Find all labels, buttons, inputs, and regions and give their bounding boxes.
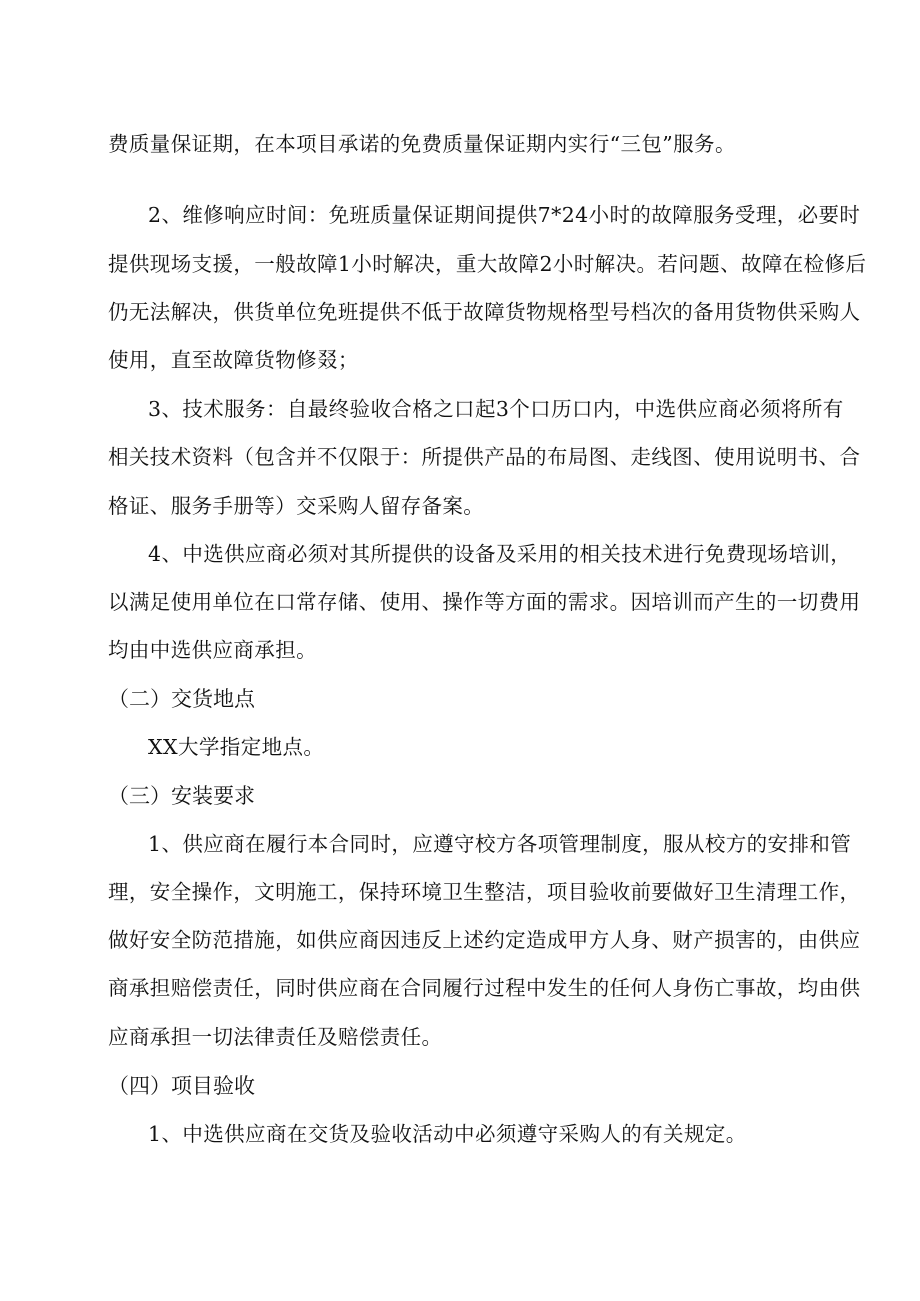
paragraph-line: 相关技术资料（包含并不仅限于：所提供产品的布局图、走线图、使用说明书、合 xyxy=(108,445,861,469)
paragraph-line: 1、供应商在履行本合同时，应遵守校方各项管理制度，服从校方的安排和管 xyxy=(148,832,852,856)
paragraph-line: 商承担赔偿责任，同时供应商在合同履行过程中发生的任何人身伤亡事故，均由供 xyxy=(108,976,861,1000)
paragraph-line: 提供现场支援，一般故障1小时解决，重大故障2小时解决。若问题、故障在检修后 xyxy=(108,252,867,276)
paragraph-line: 以满足使用单位在口常存储、使用、操作等方面的需求。因培训而产生的一切费用 xyxy=(108,590,861,614)
paragraph-line: 使用，直至故障货物修叕； xyxy=(108,348,359,372)
paragraph-line: XX大学指定地点。 xyxy=(148,735,325,759)
paragraph-line: 3、技术服务：自最终验收合格之口起3个口历口内，中选供应商必须将所有 xyxy=(148,397,844,421)
paragraph-line: 均由中选供应商承担。 xyxy=(108,638,317,662)
paragraph-line: 仍无法解决，供货单位免班提供不低于故障货物规格型号档次的备用货物供采购人 xyxy=(108,300,861,324)
paragraph-line: 应商承担一切法律责任及赔偿责任。 xyxy=(108,1025,443,1049)
paragraph-line: 2、维修响应时间：免班质量保证期间提供7*24小时的故障服务受理，必要时 xyxy=(148,203,861,227)
section-heading: （三）安装要求 xyxy=(108,784,255,808)
paragraph-line: 理，安全操作，文明施工，保持环境卫生整洁，项目验收前要做好卫生清理工作， xyxy=(108,880,861,904)
paragraph-line: 做好安全防范措施，如供应商因违反上述约定造成甲方人身、财产损害的，由供应 xyxy=(108,928,861,952)
paragraph-line: 格证、服务手册等）交采购人留存备案。 xyxy=(108,494,485,518)
section-heading: （二）交货地点 xyxy=(108,687,255,711)
paragraph-line: 1、中选供应商在交货及验收活动中必须遵守采购人的有关规定。 xyxy=(148,1122,747,1146)
paragraph-line: 费质量保证期，在本项目承诺的免费质量保证期内实行“三包”服务。 xyxy=(108,132,736,156)
paragraph-line: 4、中选供应商必须对其所提供的设备及采用的相关技术进行免费现场培训， xyxy=(148,542,852,566)
section-heading: （四）项目验收 xyxy=(108,1074,255,1098)
